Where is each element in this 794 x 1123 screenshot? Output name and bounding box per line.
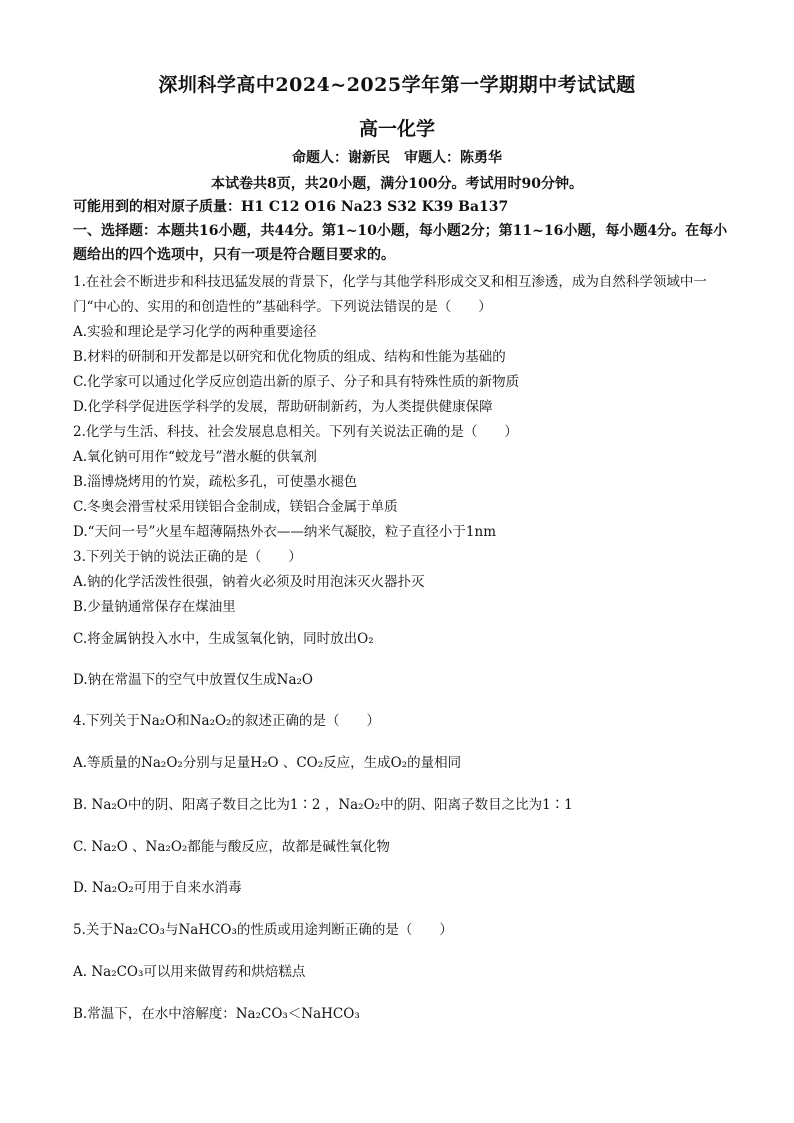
q3-option-b: B.少量钠通常保存在煤油里 xyxy=(73,599,236,615)
q1-option-b: B.材料的研制和开发都是以研究和优化物质的组成、结构和性能为基础的 xyxy=(73,349,506,365)
q1-option-c: C.化学家可以通过化学反应创造出新的原子、分子和具有特殊性质的新物质 xyxy=(73,374,520,390)
q1-stem-line1: 1.在社会不断进步和科技迅猛发展的背景下，化学与其他学科形成交叉和相互渗透，成为自然科学领域中一 xyxy=(73,274,707,290)
q5-option-b: B.常温下，在水中溶解度：Na₂CO₃＜NaHCO₃ xyxy=(73,1006,360,1022)
q3-option-c: C.将金属钠投入水中，生成氢氧化钠，同时放出O₂ xyxy=(73,631,374,647)
q5-stem: 5.关于Na₂CO₃与NaHCO₃的性质或用途判断正确的是（ ） xyxy=(73,922,453,938)
exam-title: 深圳科学高中2024~2025学年第一学期期中考试试题 xyxy=(158,74,636,96)
atomic-mass-line: 可能用到的相对原子质量：H1 C12 O16 Na23 S32 K39 Ba137 xyxy=(73,199,509,215)
exam-subject: 高一化学 xyxy=(358,118,435,140)
exam-authors: 命题人：谢新民 审题人：陈勇华 xyxy=(292,150,502,166)
q4-option-a: A.等质量的Na₂O₂分别与足量H₂O 、CO₂反应，生成O₂的量相同 xyxy=(73,755,462,771)
q2-option-d: D.“天问一号”火星车超薄隔热外衣——纳米气凝胶，粒子直径小于1nm xyxy=(73,524,497,540)
q3-stem: 3.下列关于钠的说法正确的是（ ） xyxy=(73,549,302,565)
q1-option-d: D.化学科学促进医学科学的发展，帮助研制新药，为人类提供健康保障 xyxy=(73,399,493,415)
q3-option-d: D.钠在常温下的空气中放置仅生成Na₂O xyxy=(73,672,313,688)
exam-info: 本试卷共8页，共20小题，满分100分。考试用时90分钟。 xyxy=(211,176,583,192)
q4-option-b: B. Na₂O中的阴、阳离子数目之比为1∶2 ，Na₂O₂中的阴、阳离子数目之比为1∶1 xyxy=(73,797,573,813)
q1-option-a: A.实验和理论是学习化学的两种重要途径 xyxy=(73,324,317,340)
q4-option-d: D. Na₂O₂可用于自来水消毒 xyxy=(73,880,242,896)
q2-stem: 2.化学与生活、科技、社会发展息息相关。下列有关说法正确的是（ ） xyxy=(73,424,518,440)
q4-option-c: C. Na₂O 、Na₂O₂都能与酸反应，故都是碱性氧化物 xyxy=(73,839,390,855)
q2-option-c: C.冬奥会滑雪杖采用镁铝合金制成，镁铝合金属于单质 xyxy=(73,499,398,515)
q2-option-a: A.氧化钠可用作“蛟龙号”潜水艇的供氧剂 xyxy=(73,449,317,465)
section-heading: 一、选择题：本题共16小题，共44分。第1~10小题，每小题2分；第11~16小题，每小题4分。在每小题给出的四个选项中，只有一项是符合题目要求的。 xyxy=(73,223,728,263)
q4-stem: 4.下列关于Na₂O和Na₂O₂的叙述正确的是（ ） xyxy=(73,713,380,729)
q2-option-b: B.淄博烧烤用的竹炭，疏松多孔，可使墨水褪色 xyxy=(73,474,358,490)
q5-option-a: A. Na₂CO₃可以用来做胃药和烘焙糕点 xyxy=(73,964,306,980)
q3-option-a: A.钠的化学活泼性很强，钠着火必须及时用泡沫灭火器扑灭 xyxy=(73,574,425,590)
q1-stem-line2: 门“中心的、实用的和创造性的”基础科学。下列说法错误的是（ ） xyxy=(73,299,492,315)
